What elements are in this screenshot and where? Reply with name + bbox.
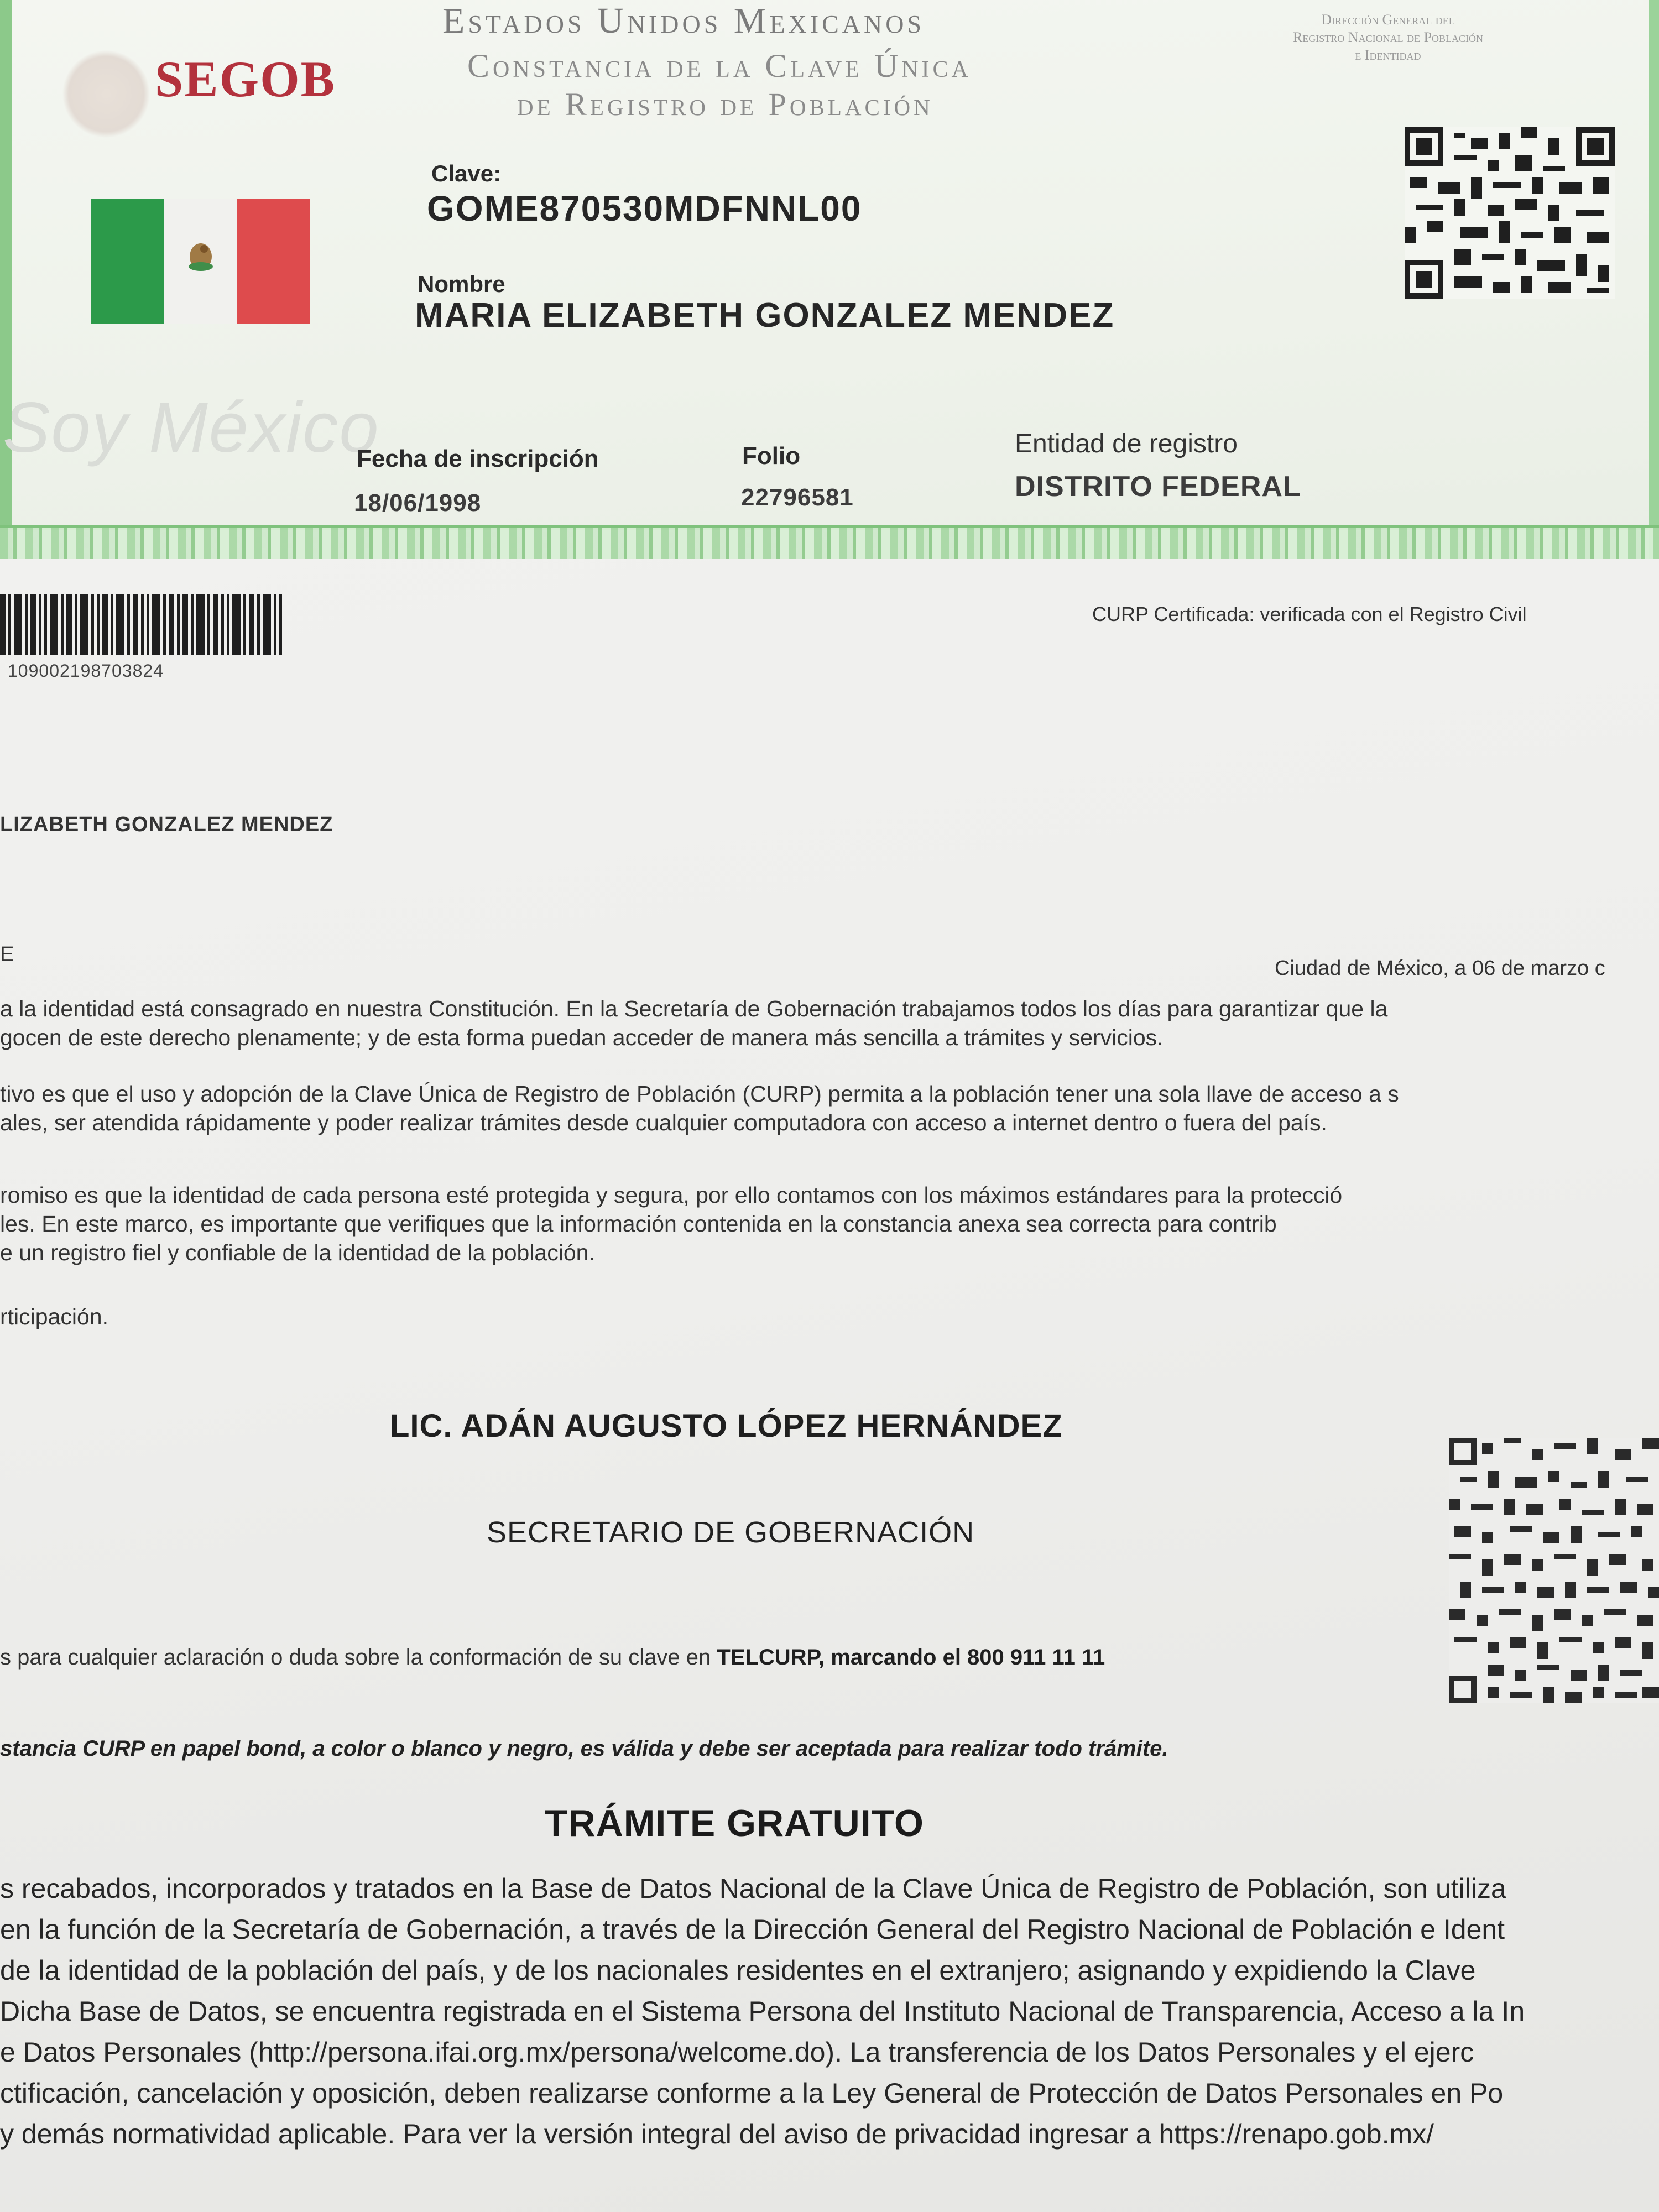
qr-code-icon (1405, 127, 1615, 299)
paragraph-line: e un registro fiel y confiable de la identidad de la población. (0, 1240, 595, 1265)
curp-certificada-note: CURP Certificada: verificada con el Registro Civil (1092, 603, 1527, 625)
segob-logo: SEGOB (155, 51, 336, 107)
privacy-line: ctificación, cancelación y oposición, deben realizarse conforme a la Ley General de Protección de Datos Personales en Po (0, 2078, 1504, 2109)
city-date: Ciudad de México, a 06 de marzo c (1275, 957, 1605, 980)
fecha-inscripcion-value: 18/06/1998 (354, 489, 482, 517)
folio-label: Folio (742, 442, 801, 469)
agency-line-1: Dirección General del (1321, 12, 1455, 28)
fecha-inscripcion-label: Fecha de inscripción (357, 445, 599, 472)
salutation-fragment: E (0, 943, 14, 966)
barcode-number: 109002198703824 (8, 661, 164, 681)
paragraph-line: romiso es que la identidad de cada persona esté protegida y segura, por ello contamos con los máximos estándares para la protecció (0, 1182, 1343, 1208)
letter-paragraph-3 (0, 1181, 1342, 1267)
privacy-line: y demás normatividad aplicable. Para ver la versión integral del aviso de privacidad ingresar a https://renapo.gob.mx/ (0, 2119, 1434, 2150)
letter-paragraph-4: rticipación. (0, 1304, 108, 1329)
privacy-notice (0, 1868, 1525, 2154)
free-procedure-title: TRÁMITE GRATUITO (545, 1802, 924, 1844)
entidad-registro-label: Entidad de registro (1015, 429, 1238, 458)
paragraph-line: ales, ser atendida rápidamente y poder realizar trámites desde cualquier computadora con acceso a internet dentro o fuera del país. (0, 1110, 1327, 1135)
letter-paragraph-1 (0, 994, 1387, 1052)
certificate-decorative-border (0, 528, 1659, 559)
paragraph-line: tivo es que el uso y adopción de la Clave Única de Registro de Población (CURP) permita a la población tener una sola llave de acceso a s (0, 1081, 1399, 1107)
privacy-line: en la función de la Secretaría de Gobernación, a través de la Dirección General del Registro Nacional de Población e Ident (0, 1914, 1505, 1945)
mexican-flag-icon (91, 199, 310, 324)
signer-name: LIC. ADÁN AUGUSTO LÓPEZ HERNÁNDEZ (390, 1408, 1063, 1444)
nombre-value: MARIA ELIZABETH GONZALEZ MENDEZ (415, 296, 1115, 335)
signer-title: SECRETARIO DE GOBERNACIÓN (487, 1516, 975, 1549)
folio-value: 22796581 (741, 484, 854, 511)
header-country: Estados Unidos Mexicanos (442, 1, 925, 41)
privacy-line: de la identidad de la población del país, y de los nacionales residentes en el extranjero; asignando y expidiendo la Clave (0, 1955, 1476, 1986)
paragraph-line: les. En este marco, es importante que verifiques que la información contenida en la constancia anexa sea correcta para contrib (0, 1211, 1277, 1237)
privacy-line: e Datos Personales (http://persona.ifai.org.mx/persona/welcome.do). La transferencia de los Datos Personales y el ejerc (0, 2037, 1474, 2068)
agency-line-3: e Identidad (1355, 47, 1421, 63)
qr-code-icon (1449, 1438, 1659, 1703)
nombre-label: Nombre (418, 271, 505, 297)
barcode-icon (0, 594, 282, 655)
telcurp-text: s para cualquier aclaración o duda sobre la conformación de su clave en (0, 1645, 717, 1670)
agency-line-2: Registro Nacional de Población (1292, 29, 1484, 45)
privacy-line: Dicha Base de Datos, se encuentra registrada en el Sistema Persona del Instituto Nacional de Transparencia, Acceso a la In (0, 1996, 1525, 2027)
letter-paragraph-2 (0, 1079, 1399, 1137)
entidad-registro-value: DISTRITO FEDERAL (1015, 471, 1301, 503)
recipient-name: LIZABETH GONZALEZ MENDEZ (0, 813, 333, 836)
paragraph-line: gocen de este derecho plenamente; y de esta forma puedan acceder de manera más sencilla a trámites y servicios. (0, 1025, 1164, 1050)
validity-notice: stancia CURP en papel bond, a color o blanco y negro, es válida y debe ser aceptada para realizar todo trámite. (0, 1736, 1168, 1761)
telcurp-notice (0, 1645, 1105, 1670)
header-title-line2: de Registro de Población (517, 86, 933, 122)
header-title-line1: Constancia de la Clave Única (467, 48, 972, 84)
agency-name (1200, 11, 1576, 64)
clave-value: GOME870530MDFNNL00 (427, 189, 862, 228)
paragraph-line: a la identidad está consagrado en nuestra Constitución. En la Secretaría de Gobernación trabajamos todos los días para garantizar que la (0, 996, 1388, 1021)
soy-mexico-watermark: Soy México (3, 388, 380, 467)
privacy-line: s recabados, incorporados y tratados en la Base de Datos Nacional de la Clave Única de Registro de Población, son utiliza (0, 1873, 1506, 1904)
national-seal-icon (62, 50, 150, 138)
clave-label: Clave: (431, 160, 502, 186)
telcurp-phone: TELCURP, marcando el 800 911 11 11 (717, 1645, 1105, 1670)
